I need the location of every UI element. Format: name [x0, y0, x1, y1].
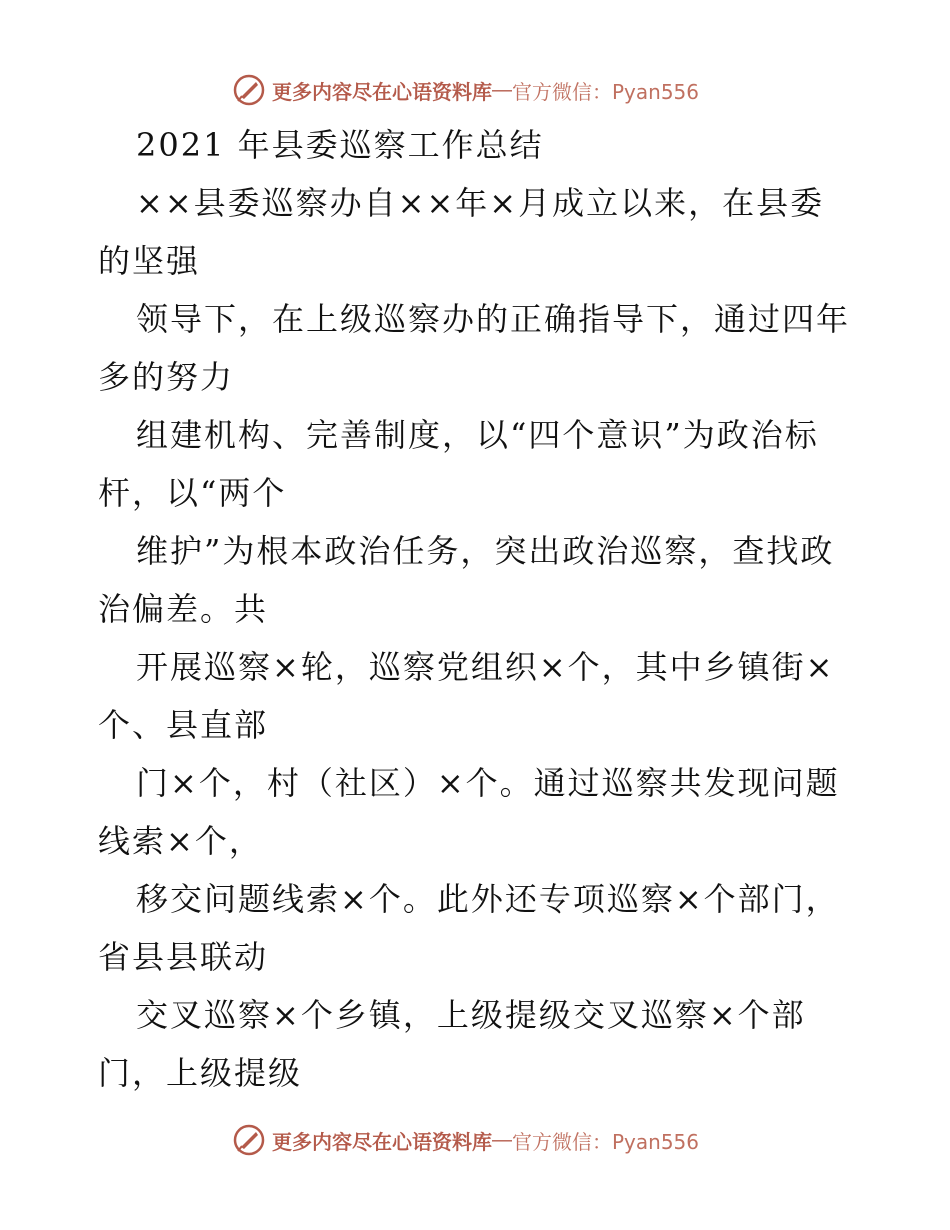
header-banner — [232, 72, 699, 108]
paragraph-line: ××县委巡察办自××年×月成立以来，在县委 — [136, 184, 825, 222]
header-separator: — — [492, 78, 512, 101]
paragraph-line: 组建机构、完善制度，以“四个意识”为政治标 — [136, 416, 819, 454]
paragraph-line: 线索×个， — [98, 822, 263, 860]
paragraph-line: 治偏差。共 — [98, 590, 269, 628]
header-brand: 更多内容尽在心语资料库 — [272, 79, 492, 104]
paragraph-line: 多的努力 — [98, 358, 235, 396]
footer-wechat: 官方微信：Pyan556 — [512, 1129, 700, 1154]
paragraph-line: 移交问题线索×个。此外还专项巡察×个部门， — [136, 880, 840, 918]
quill-logo-icon — [232, 1123, 266, 1157]
paragraph-line: 维护”为根本政治任务，突出政治巡察，查找政 — [136, 532, 835, 570]
paragraph-line: 的坚强 — [98, 242, 201, 280]
paragraph-line: 开展巡察×轮，巡察党组织×个，其中乡镇街× — [136, 648, 835, 686]
footer-separator: — — [492, 1128, 512, 1151]
paragraph-line: 省县县联动 — [98, 938, 269, 976]
paragraph-line: 领导下，在上级巡察办的正确指导下，通过四年 — [136, 300, 851, 338]
header-wechat: 官方微信：Pyan556 — [512, 79, 700, 104]
paragraph-line: 门，上级提级 — [98, 1054, 303, 1092]
quill-logo-icon — [232, 73, 266, 107]
paragraph-line: 门×个，村（社区）×个。通过巡察共发现问题 — [136, 764, 840, 802]
paragraph-line: 个、县直部 — [98, 706, 269, 744]
footer-brand: 更多内容尽在心语资料库 — [272, 1129, 492, 1154]
document-body — [98, 116, 858, 1102]
document-title: 2021 年县委巡察工作总结 — [136, 126, 544, 164]
paragraph-line: 杆，以“两个 — [98, 474, 287, 512]
footer-banner — [232, 1122, 699, 1158]
paragraph-line: 交叉巡察×个乡镇，上级提级交叉巡察×个部 — [136, 996, 806, 1034]
